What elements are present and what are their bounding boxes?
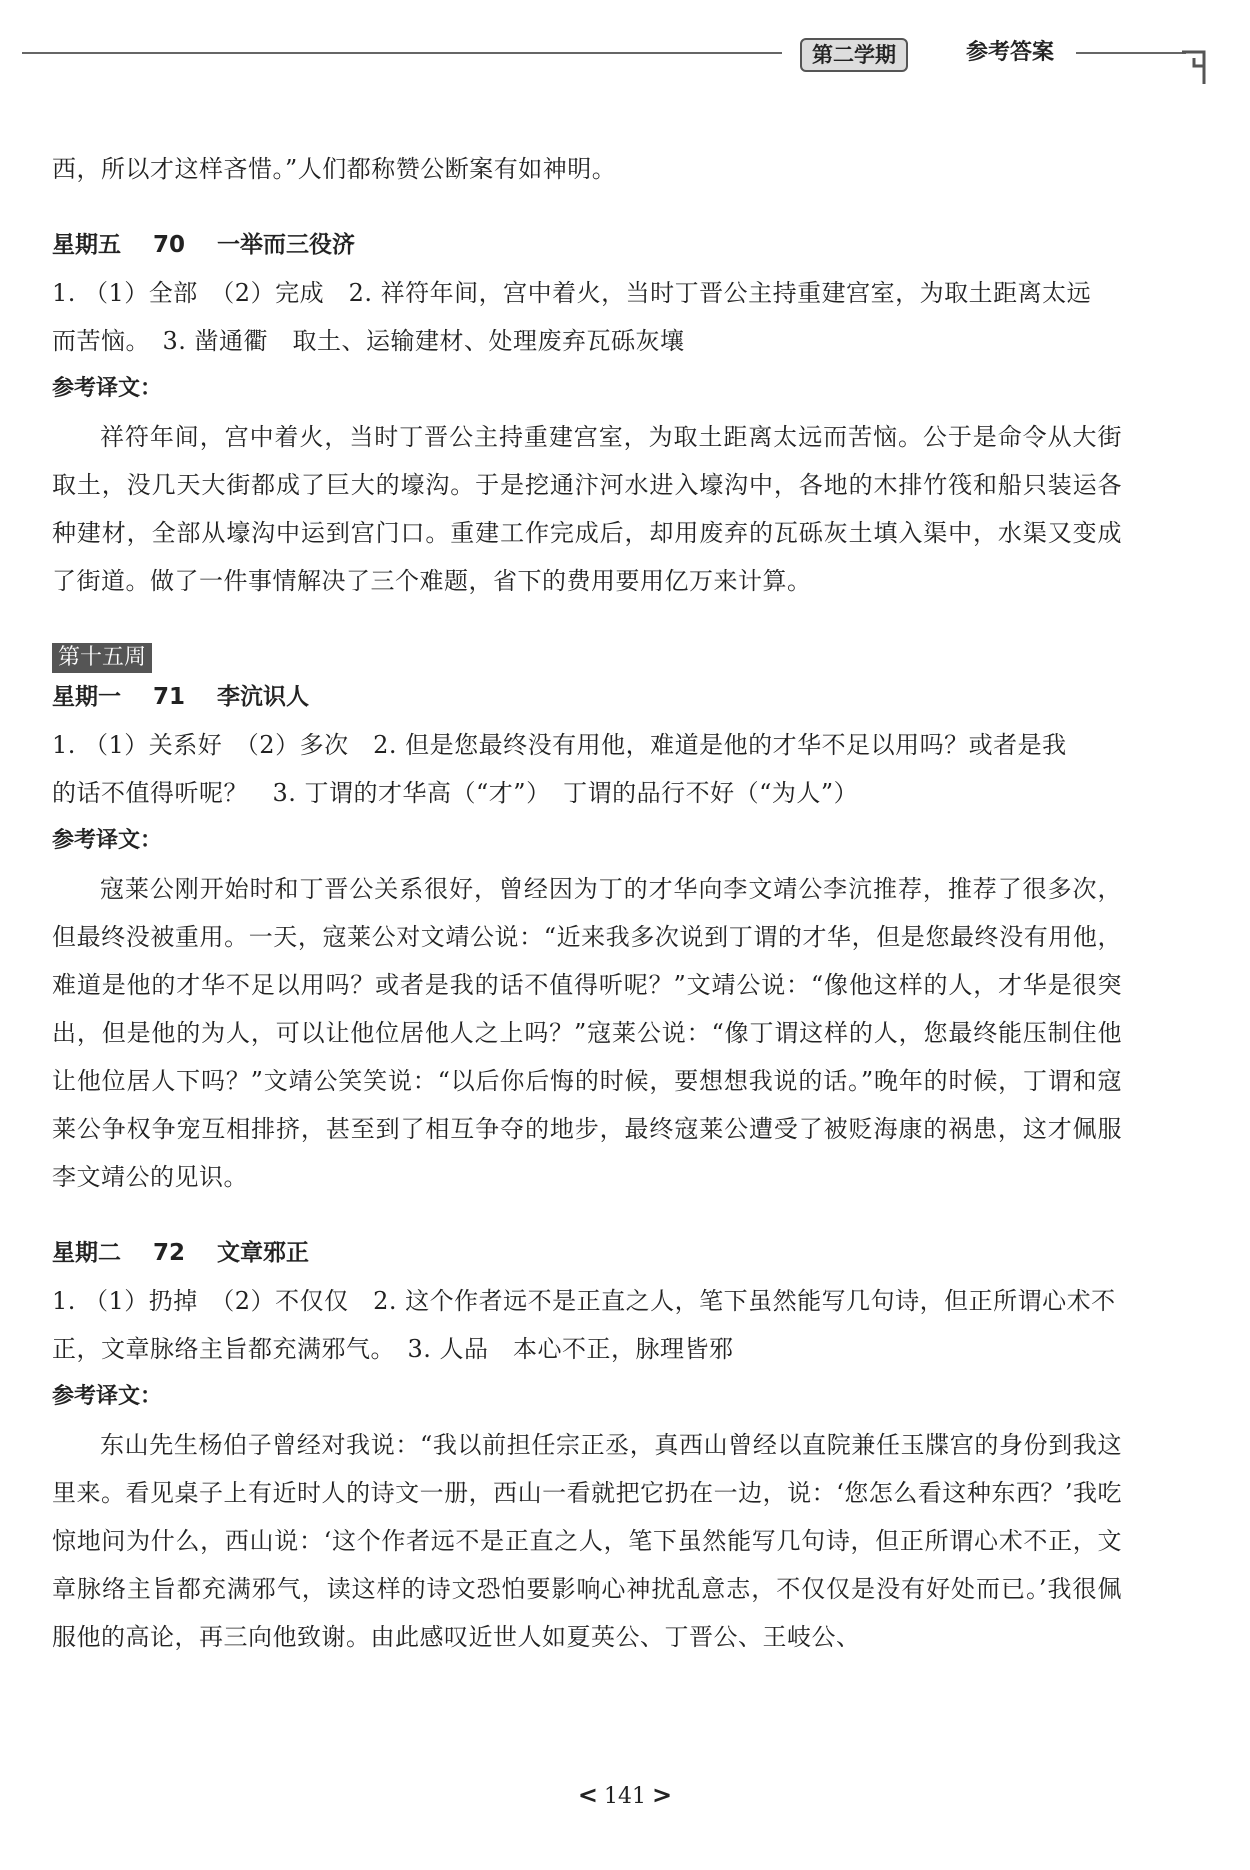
answer-content bbox=[52, 145, 1122, 1661]
translation-text: 东山先生杨伯子曾经对我说：“我以前担任宗正丞，真西山曾经以直院兼任玉牒宫的身份到我这里来。看见桌子上有近时人的诗文一册，西山一看就把它扔在一边，说：‘您怎么看这种东西？’我吃惊地问为什么，西山说：‘这个作者远不是正直之人，笔下虽然能写几句诗，但正所谓心术不正，文章脉络主旨都充满邪气，读这样的诗文恐怕要影响心神扰乱意志，不仅仅是没有好处而已。’我很佩服他的高论，再三向他致谢。由此感叹近世人如夏英公、丁晋公、王岐公、 bbox=[52, 1431, 1122, 1651]
section-number: 70 bbox=[153, 232, 186, 258]
next-page-icon: > bbox=[652, 1781, 673, 1809]
section-72-title bbox=[52, 1229, 1122, 1277]
answer-line: 1. （1）全部 （2）完成 2. 祥符年间，宫中着火，当时丁晋公主持重建宫室，为取土距离太远 bbox=[52, 279, 1092, 307]
header-rule-left bbox=[22, 52, 782, 54]
answer-line: 1. （1）扔掉 （2）不仅仅 2. 这个作者远不是正直之人，笔下虽然能写几句诗，但正所谓心术不 bbox=[52, 1287, 1116, 1315]
prev-page-icon: < bbox=[577, 1781, 598, 1809]
reference-translation-label: 参考译文： bbox=[52, 828, 163, 853]
answer-line: 的话不值得听呢？ 3. 丁谓的才华高（“才”） 丁谓的品行不好（“为人”） bbox=[52, 779, 859, 807]
corner-ornament-icon bbox=[1180, 48, 1220, 98]
translation-text: 寇莱公刚开始时和丁晋公关系很好，曾经因为丁的才华向李文靖公李沆推荐，推荐了很多次，但最终没被重用。一天，寇莱公对文靖公说：“近来我多次说到丁谓的才华，但是您最终没有用他，难道是他的才华不足以用吗？或者是我的话不值得听呢？”文靖公说：“像他这样的人，才华是很突出，但是他的为人，可以让他位居他人之上吗？”寇莱公说：“像丁谓这样的人，您最终能压制住他让他位居人下吗？”文靖公笑笑说：“以后你后悔的时候，要想想我说的话。”晚年的时候，丁谓和寇莱公争权争宠互相排挤，甚至到了相互争夺的地步，最终寇莱公遭受了被贬海康的祸患，这才佩服李文靖公的见识。 bbox=[52, 875, 1122, 1191]
section-day: 星期五 bbox=[52, 232, 121, 258]
semester-badge: 第二学期 bbox=[800, 38, 908, 72]
week-tag: 第十五周 bbox=[52, 643, 152, 673]
section-70-title bbox=[52, 221, 1122, 269]
page-number bbox=[0, 1780, 1250, 1812]
reference-translation-label: 参考译文： bbox=[52, 376, 163, 401]
page-number-value: 141 bbox=[604, 1784, 646, 1809]
section-name: 一举而三役济 bbox=[217, 232, 356, 258]
section-number: 71 bbox=[153, 684, 186, 710]
section-number: 72 bbox=[153, 1240, 186, 1266]
section-day: 星期二 bbox=[52, 1240, 121, 1266]
section-name: 李沆识人 bbox=[217, 684, 310, 710]
header-rule-right bbox=[1076, 52, 1186, 54]
header-title: 参考答案 bbox=[966, 40, 1055, 65]
section-day: 星期一 bbox=[52, 684, 121, 710]
reference-translation-label: 参考译文： bbox=[52, 1384, 163, 1409]
answer-line: 1. （1）关系好 （2）多次 2. 但是您最终没有用他，难道是他的才华不足以用吗？或者是我 bbox=[52, 731, 1067, 759]
answer-line: 正，文章脉络主旨都充满邪气。 3. 人品 本心不正，脉理皆邪 bbox=[52, 1335, 734, 1363]
answer-line: 而苦恼。 3. 凿通衢 取土、运输建材、处理废弃瓦砾灰壤 bbox=[52, 327, 685, 355]
section-name: 文章邪正 bbox=[217, 1240, 310, 1266]
translation-text: 祥符年间，宫中着火，当时丁晋公主持重建宫室，为取土距离太远而苦恼。公于是命令从大街取土，没几天大街都成了巨大的壕沟。于是挖通汴河水进入壕沟中，各地的木排竹筏和船只装运各种建材，全部从壕沟中运到宫门口。重建工作完成后，却用废弃的瓦砾灰土填入渠中，水渠又变成了街道。做了一件事情解决了三个难题，省下的费用要用亿万来计算。 bbox=[52, 423, 1122, 595]
continuation-text: 西，所以才这样吝惜。”人们都称赞公断案有如神明。 bbox=[52, 155, 617, 183]
section-71-title bbox=[52, 673, 1122, 721]
